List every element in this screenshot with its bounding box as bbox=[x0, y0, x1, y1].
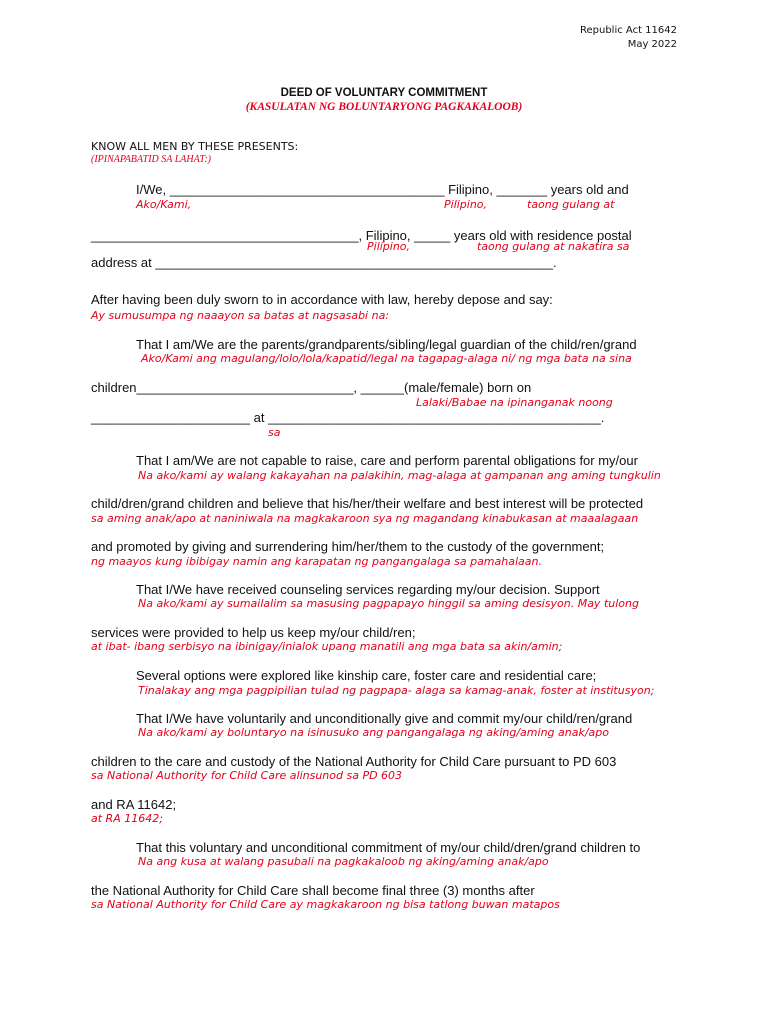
birthplace-line: ______________________ at ______________________________________________. bbox=[91, 410, 605, 425]
clause-final-tl: Na ang kusa at walang pasubali na pagkakaloob ng aking/aming anak/apo bbox=[138, 855, 549, 868]
clause-counseling-tl: Na ako/kami ay sumailalim sa masusing pagpapayo hinggil sa aming desisyon. May tulong bbox=[138, 597, 639, 610]
clause-guardian: That I am/We are the parents/grandparents/sibling/legal guardian of the child/ren/grand bbox=[136, 337, 637, 352]
party-line-1: I/We, ______________________________________ Filipino, _______ years old and bbox=[136, 182, 629, 197]
clause-commit: That I/We have voluntarily and unconditionally give and commit my/our child/ren/grand bbox=[136, 711, 633, 726]
clause-options: Several options were explored like kinship care, foster care and residential care; bbox=[136, 668, 597, 683]
header-date: May 2022 bbox=[627, 39, 677, 50]
clause-ra: and RA 11642; bbox=[91, 797, 177, 812]
document-subtitle: (KASULATAN NG BOLUNTARYONG PAGKAKALOOB) bbox=[245, 101, 523, 113]
clause-final: That this voluntary and unconditional commitment of my/our child/dren/grand children to bbox=[136, 840, 641, 855]
birthplace-line-tl: sa bbox=[268, 426, 281, 439]
party-line-1-tl-a: Ako/Kami, bbox=[136, 198, 192, 211]
sworn-statement: After having been duly sworn to in accordance with law, hereby depose and say: bbox=[91, 292, 553, 307]
intro-heading: KNOW ALL MEN BY THESE PRESENTS: bbox=[91, 140, 299, 153]
party-line-2-tl-a: Pilipino, bbox=[367, 240, 411, 253]
clause-authority: children to the care and custody of the National Authority for Child Care pursuant to PD 603 bbox=[91, 754, 617, 769]
party-line-1-tl-b: Pilipino, bbox=[444, 198, 488, 211]
clause-guardian-tl: Ako/Kami ang magulang/lolo/lola/kapatid/legal na tagapag-alaga ni/ ng mga bata na sina bbox=[141, 352, 632, 365]
children-line-tl: Lalaki/Babae na ipinanganak noong bbox=[416, 396, 613, 409]
clause-custody: and promoted by giving and surrendering him/her/them to the custody of the government; bbox=[91, 539, 605, 554]
children-line: children______________________________, ______(male/female) born on bbox=[91, 380, 532, 395]
party-line-1-tl-c: taong gulang at bbox=[527, 198, 615, 211]
party-line-2: _____________________________________, Filipino, _____ years old with residence postal bbox=[91, 228, 632, 243]
address-line: address at _______________________________________________________. bbox=[91, 255, 557, 270]
clause-counseling: That I/We have received counseling services regarding my/our decision. Support bbox=[136, 582, 600, 597]
header-act: Republic Act 11642 bbox=[580, 25, 677, 36]
clause-welfare: child/dren/grand children and believe that his/her/their welfare and best interest will be protected bbox=[91, 496, 644, 511]
sworn-statement-tl: Ay sumusumpa ng naaayon sa batas at nagsasabi na: bbox=[91, 309, 390, 322]
party-line-2-tl-b: taong gulang at nakatira sa bbox=[477, 240, 630, 253]
clause-months-tl: sa National Authority for Child Care ay magkakaroon ng bisa tatlong buwan matapos bbox=[91, 898, 560, 911]
clause-custody-tl: ng maayos kung ibibigay namin ang karapatan ng pangangalaga sa pamahalaan. bbox=[91, 555, 542, 568]
clause-authority-tl: sa National Authority for Child Care alinsunod sa PD 603 bbox=[91, 769, 403, 782]
clause-months: the National Authority for Child Care shall become final three (3) months after bbox=[91, 883, 535, 898]
clause-ra-tl: at RA 11642; bbox=[91, 812, 163, 825]
document-title: DEED OF VOLUNTARY COMMITMENT bbox=[280, 87, 488, 99]
clause-capability-tl: Na ako/kami ay walang kakayahan na palakihin, mag-alaga at gampanan ang aming tungkulin bbox=[138, 469, 661, 482]
clause-welfare-tl: sa aming anak/apo at naniniwala na magkakaroon sya ng magandang kinabukasan at maaalagaan bbox=[91, 512, 639, 525]
clause-options-tl: Tinalakay ang mga pagpipilian tulad ng pagpapa- alaga sa kamag-anak, foster at institusyon; bbox=[138, 684, 655, 697]
clause-services: services were provided to help us keep my/our child/ren; bbox=[91, 625, 416, 640]
clause-services-tl: at ibat- ibang serbisyo na ibinigay/inialok upang manatili ang mga bata sa akin/amin; bbox=[91, 640, 563, 653]
clause-commit-tl: Na ako/kami ay boluntaryo na isinusuko ang pangangalaga ng aking/aming anak/apo bbox=[138, 726, 610, 739]
clause-capability: That I am/We are not capable to raise, care and perform parental obligations for my/our bbox=[136, 453, 638, 468]
intro-translation: (IPINAPABATID SA LAHAT:) bbox=[91, 154, 211, 165]
